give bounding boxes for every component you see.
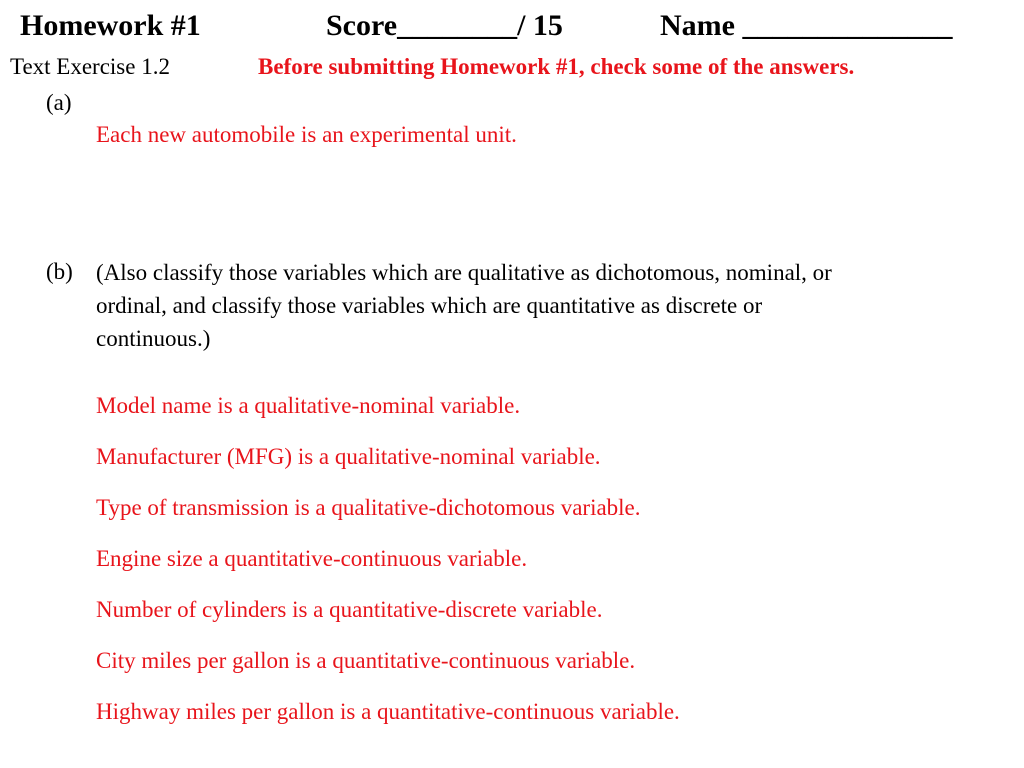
part-a-answer: Each new automobile is an experimental unit. <box>96 122 517 147</box>
exercise-label: Text Exercise 1.2 <box>10 54 170 79</box>
question-line: ordinal, and classify those variables which are quantitative as discrete or <box>96 293 763 318</box>
part-b-label: (b) <box>46 259 73 284</box>
part-a-label: (a) <box>46 90 72 115</box>
instruction-note: Before submitting Homework #1, check some of the answers. <box>258 54 855 79</box>
score-field: Score________/ 15 <box>326 9 563 42</box>
answer-item: City miles per gallon is a quantitative-continuous variable. <box>96 648 636 673</box>
homework-title: Homework #1 <box>20 9 201 42</box>
answer-item: Type of transmission is a qualitative-dichotomous variable. <box>96 495 641 520</box>
question-line: continuous.) <box>96 326 211 351</box>
answer-item: Model name is a qualitative-nominal variable. <box>96 393 521 418</box>
answer-item: Number of cylinders is a quantitative-discrete variable. <box>96 597 603 622</box>
part-b-question <box>96 256 1012 355</box>
name-field: Name ______________ <box>660 9 953 42</box>
answer-item: Engine size a quantitative-continuous variable. <box>96 546 528 571</box>
answer-item: Manufacturer (MFG) is a qualitative-nominal variable. <box>96 444 601 469</box>
answer-item: Highway miles per gallon is a quantitative-continuous variable. <box>96 699 680 724</box>
question-line: (Also classify those variables which are qualitative as dichotomous, nominal, or <box>96 260 832 285</box>
part-b-answers <box>96 392 680 749</box>
